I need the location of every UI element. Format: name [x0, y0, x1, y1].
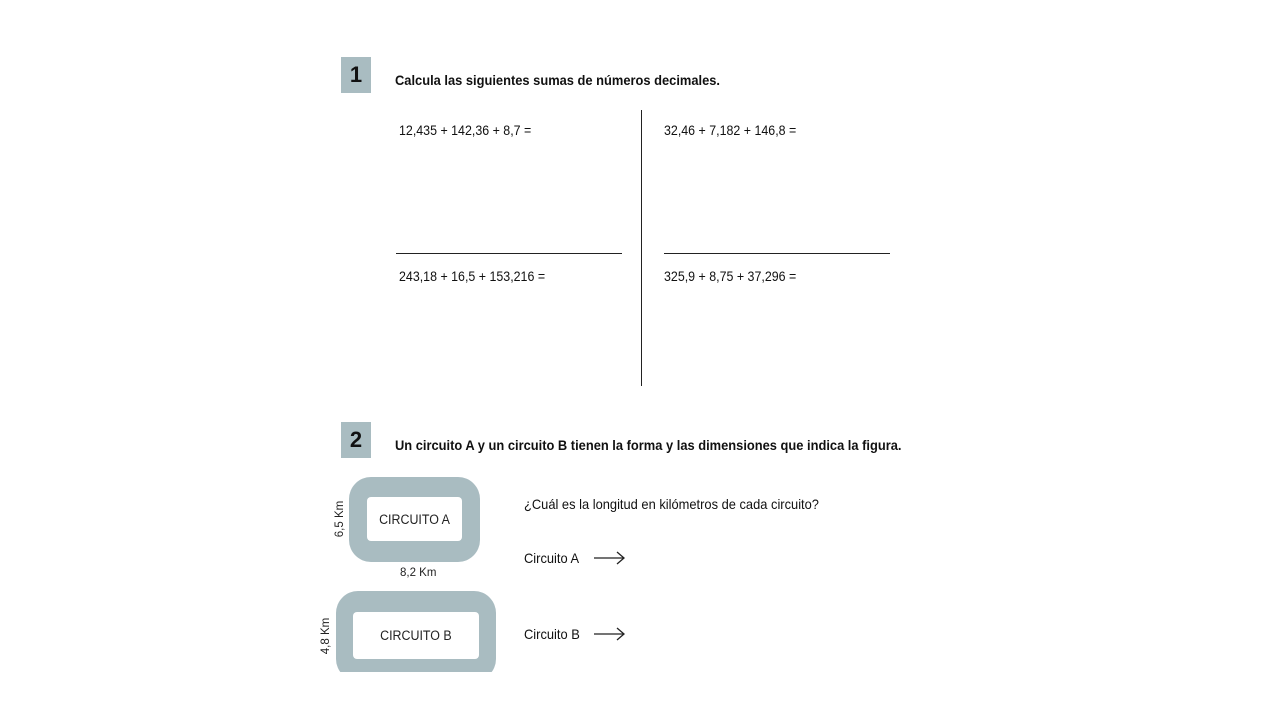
exercise-1-number: [341, 57, 371, 93]
circuit-a-field: [367, 497, 462, 541]
sum-3: 243,18 + 16,5 + 153,216 =: [399, 269, 546, 284]
column-divider: [641, 110, 642, 386]
sum-2: 32,46 + 7,182 + 146,8 =: [664, 123, 797, 138]
circuit-a-arrow-icon: [593, 550, 627, 566]
answer-line-2: [664, 253, 890, 254]
circuit-a-width-label: 8,2 Km: [400, 567, 437, 579]
circuit-b-field: [353, 612, 479, 659]
circuit-a-height-label: 6,5 Km: [334, 500, 346, 538]
circuit-a-label: CIRCUITO A: [379, 511, 450, 527]
exercise-1-instruction: Calcula las siguientes sumas de números decimales.: [395, 72, 721, 88]
exercise-2-number-text: 2: [349, 427, 363, 452]
exercise-1-number-text: 1: [349, 62, 363, 87]
circuit-b-arrow-icon: [593, 626, 627, 642]
circuit-b-answer-label: Circuito B: [524, 626, 580, 642]
answer-line-1: [396, 253, 622, 254]
sum-1: 12,435 + 142,36 + 8,7 =: [399, 123, 532, 138]
page-crop-mask: [300, 672, 550, 720]
sum-4: 325,9 + 8,75 + 37,296 =: [664, 269, 797, 284]
circuit-b-label: CIRCUITO B: [380, 628, 452, 643]
circuit-b-height-label: 4,8 Km: [320, 617, 332, 655]
exercise-2-instruction: Un circuito A y un circuito B tienen la forma y las dimensiones que indica la figura.: [395, 437, 902, 453]
exercise-2-number: [341, 422, 371, 458]
circuit-a-answer-label: Circuito A: [524, 550, 580, 566]
question-text: ¿Cuál es la longitud en kilómetros de cada circuito?: [524, 496, 819, 512]
